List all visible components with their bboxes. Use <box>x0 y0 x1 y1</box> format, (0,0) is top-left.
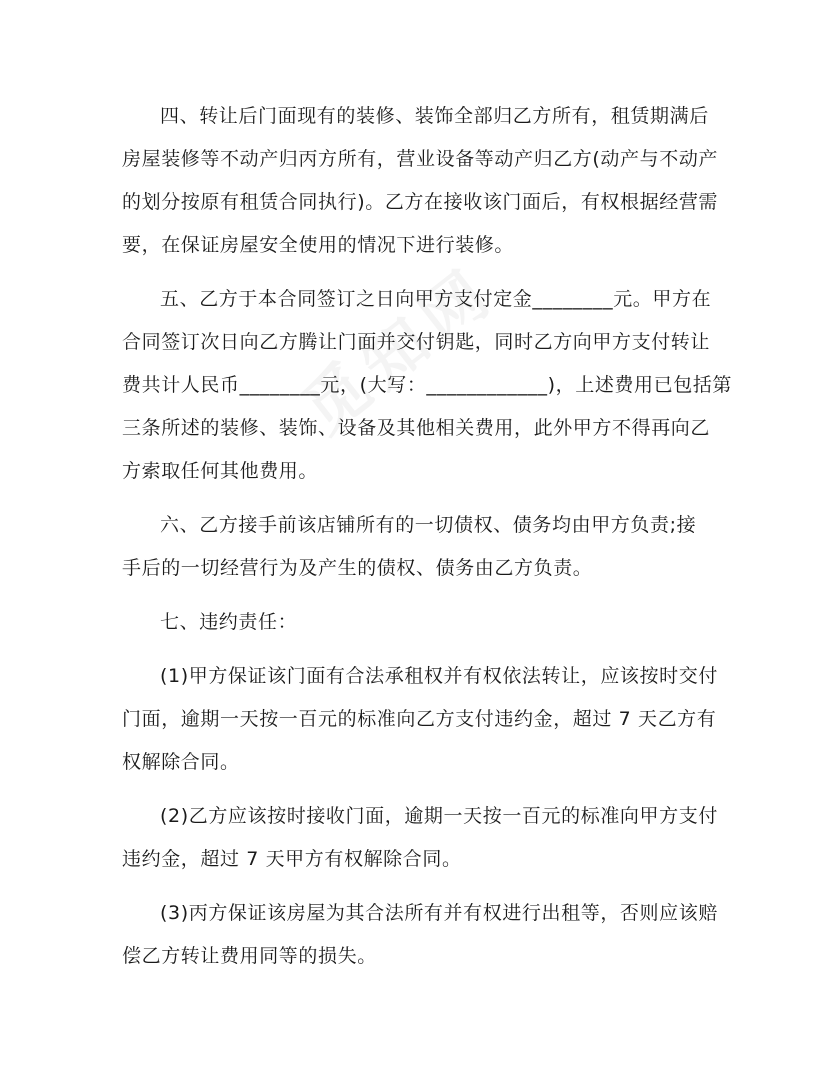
paragraph-1-line-4: 要，在保证房屋安全使用的情况下进行装修。 <box>122 234 515 256</box>
paragraph-2-line-2: 合同签订次日向乙方腾让门面并交付钥匙，同时乙方向甲方支付转让 <box>122 331 711 353</box>
paragraph-2-line-4: 三条所述的装修、装饰、设备及其他相关费用，此外甲方不得再向乙 <box>122 417 711 439</box>
paragraph-3-line-1: 六、乙方接手前该店铺所有的一切债权、债务均由甲方负责;接 <box>160 514 697 536</box>
paragraph-1-line-1: 四、转让后门面现有的装修、装饰全部归乙方所有，租赁期满后 <box>160 105 709 127</box>
clause-3-line-1: (3)丙方保证该房屋为其合法所有并有权进行出租等，否则应该赔 <box>160 902 718 924</box>
paragraph-2-line-5: 方索取任何其他费用。 <box>122 460 319 482</box>
paragraph-2-line-3: 费共计人民币________元，(大写：____________)，上述费用已包括第 <box>122 374 733 396</box>
clause-3-line-2: 偿乙方转让费用同等的损失。 <box>122 945 377 967</box>
clause-1-line-3: 权解除合同。 <box>122 751 240 773</box>
clause-1-line-1: (1)甲方保证该门面有合法承租权并有权依法转让，应该按时交付 <box>160 665 718 687</box>
paragraph-2-line-1: 五、乙方于本合同签订之日向甲方支付定金________元。甲方在 <box>160 288 712 310</box>
paragraph-1-line-3: 的划分按原有租赁合同执行)。乙方在接收该门面后，有权根据经营需 <box>122 191 719 213</box>
clause-1-line-2: 门面，逾期一天按一百元的标准向乙方支付违约金，超过 7 天乙方有 <box>122 708 717 730</box>
clause-2-line-1: (2)乙方应该按时接收门面，逾期一天按一百元的标准向甲方支付 <box>160 805 718 827</box>
clause-2-line-2: 违约金，超过 7 天甲方有权解除合同。 <box>122 848 462 870</box>
section-heading-breach: 七、违约责任： <box>160 611 298 633</box>
paragraph-3-line-2: 手后的一切经营行为及产生的债权、债务由乙方负责。 <box>122 557 593 579</box>
paragraph-1-line-2: 房屋装修等不动产归丙方所有，营业设备等动产归乙方(动产与不动产 <box>122 148 719 170</box>
